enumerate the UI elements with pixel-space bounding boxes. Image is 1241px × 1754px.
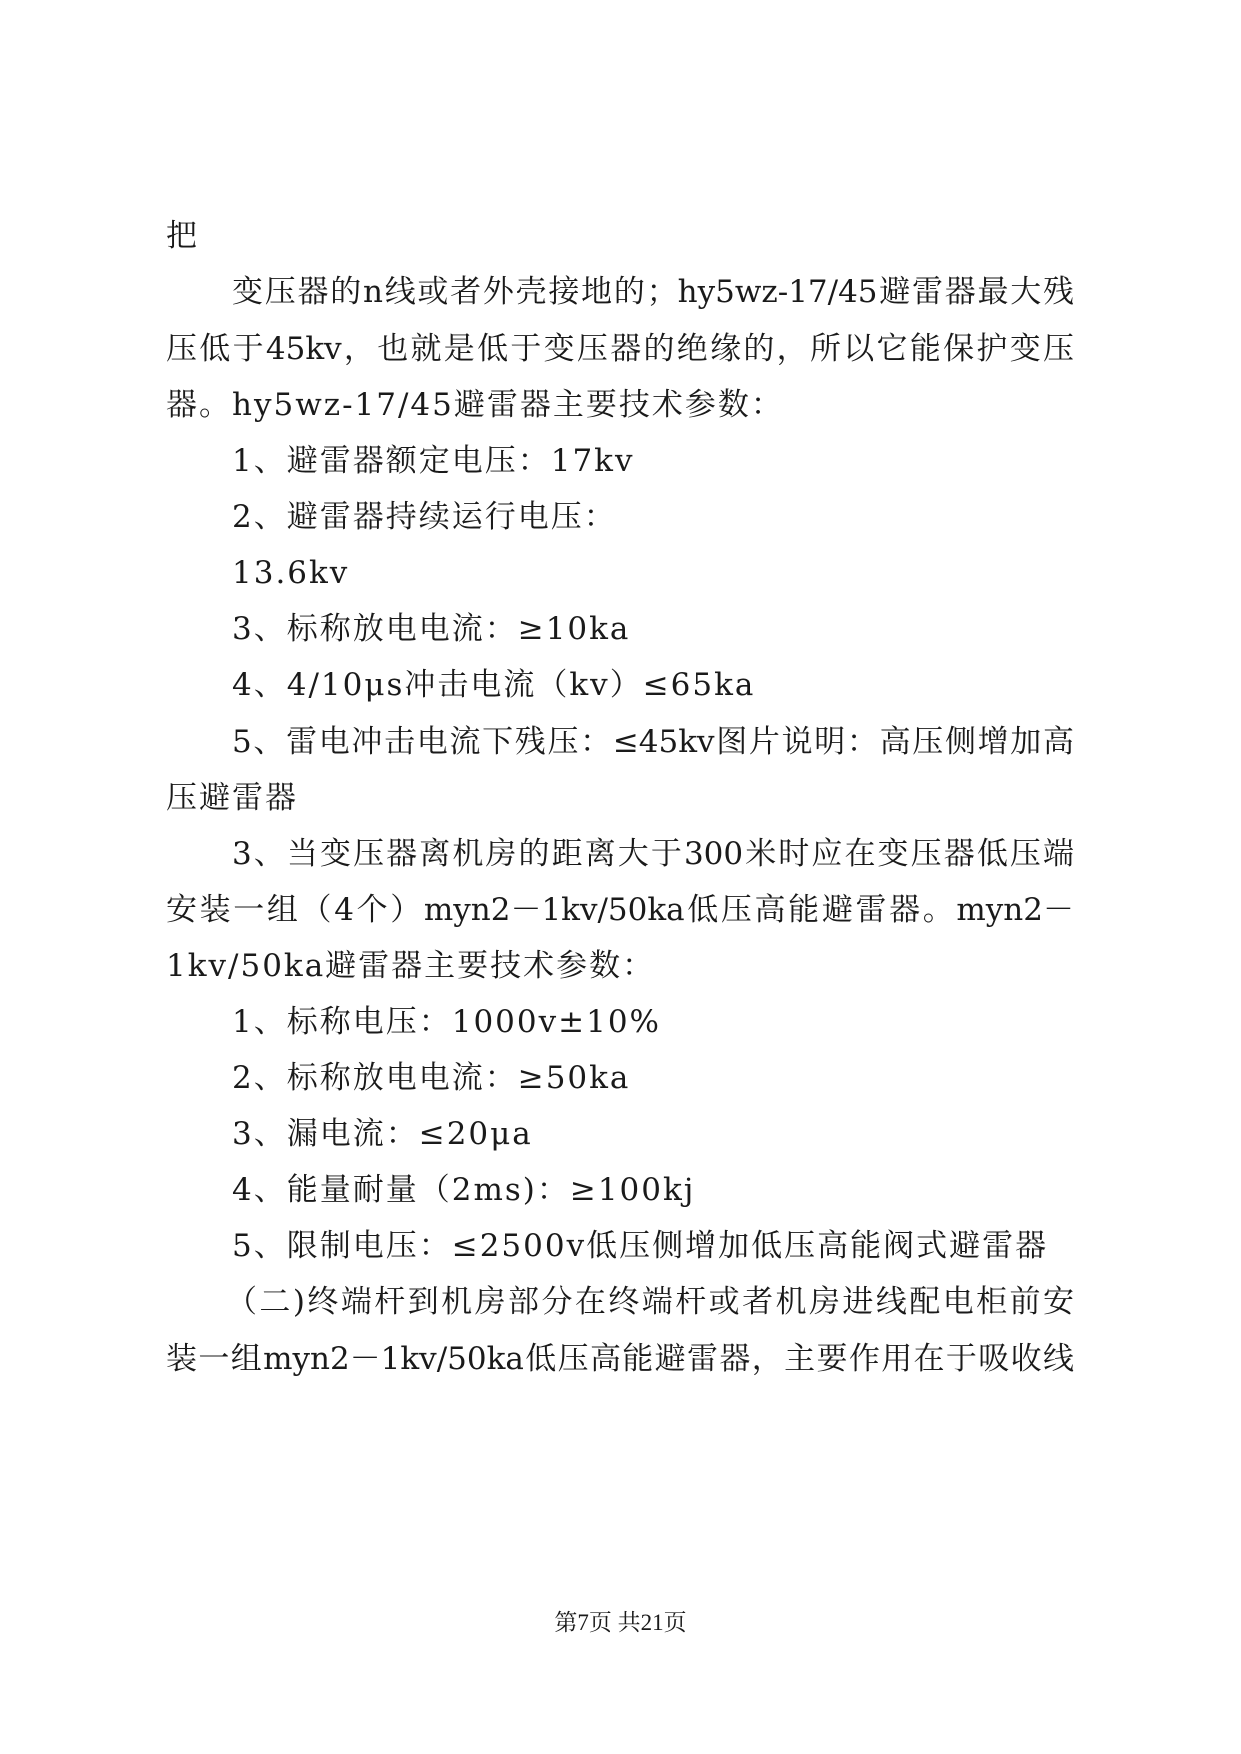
page-number-footer: 第7页 共21页: [554, 1610, 687, 1635]
text-line: 压低于45kv，也就是低于变压器的绝缘的，所以它能保护变压: [166, 331, 1074, 367]
text-line: 5、限制电压：≤2500v低压侧增加低压高能阀式避雷器: [232, 1228, 1049, 1264]
text-line: 1、标称电压：1000v±10%: [232, 1004, 662, 1040]
text-line: 器。hy5wz-17/45避雷器主要技术参数：: [166, 387, 784, 423]
text-line: 3、漏电流：≤20μa: [232, 1116, 533, 1152]
text-line: 装一组myn2－1kv/50ka低压高能避雷器，主要作用在于吸收线: [166, 1341, 1074, 1377]
text-line: 把: [166, 218, 199, 254]
text-line: 压避雷器: [166, 780, 298, 816]
text-line: 4、4/10μs冲击电流（kv）≤65ka: [232, 667, 756, 703]
text-line: 3、标称放电电流：≥10ka: [232, 611, 631, 647]
text-line: 5、雷电冲击电流下残压：≤45kv图片说明：高压侧增加高: [232, 724, 1074, 760]
text-line: 1kv/50ka避雷器主要技术参数：: [166, 948, 656, 984]
text-line: 13.6kv: [232, 555, 350, 591]
text-line: 安装一组（4个）myn2－1kv/50ka低压高能避雷器。myn2－: [166, 892, 1074, 928]
text-line: 2、避雷器持续运行电压：: [232, 499, 617, 535]
text-line: 变压器的n线或者外壳接地的；hy5wz-17/45避雷器最大残: [232, 274, 1074, 310]
text-line: 3、当变压器离机房的距离大于300米时应在变压器低压端: [232, 836, 1074, 872]
text-line: 2、标称放电电流：≥50ka: [232, 1060, 631, 1096]
text-line: 4、能量耐量（2ms)：≥100kj: [232, 1172, 696, 1208]
text-line: （二)终端杆到机房部分在终端杆或者机房进线配电柜前安: [226, 1284, 1074, 1320]
text-line: 1、避雷器额定电压：17kv: [232, 443, 635, 479]
